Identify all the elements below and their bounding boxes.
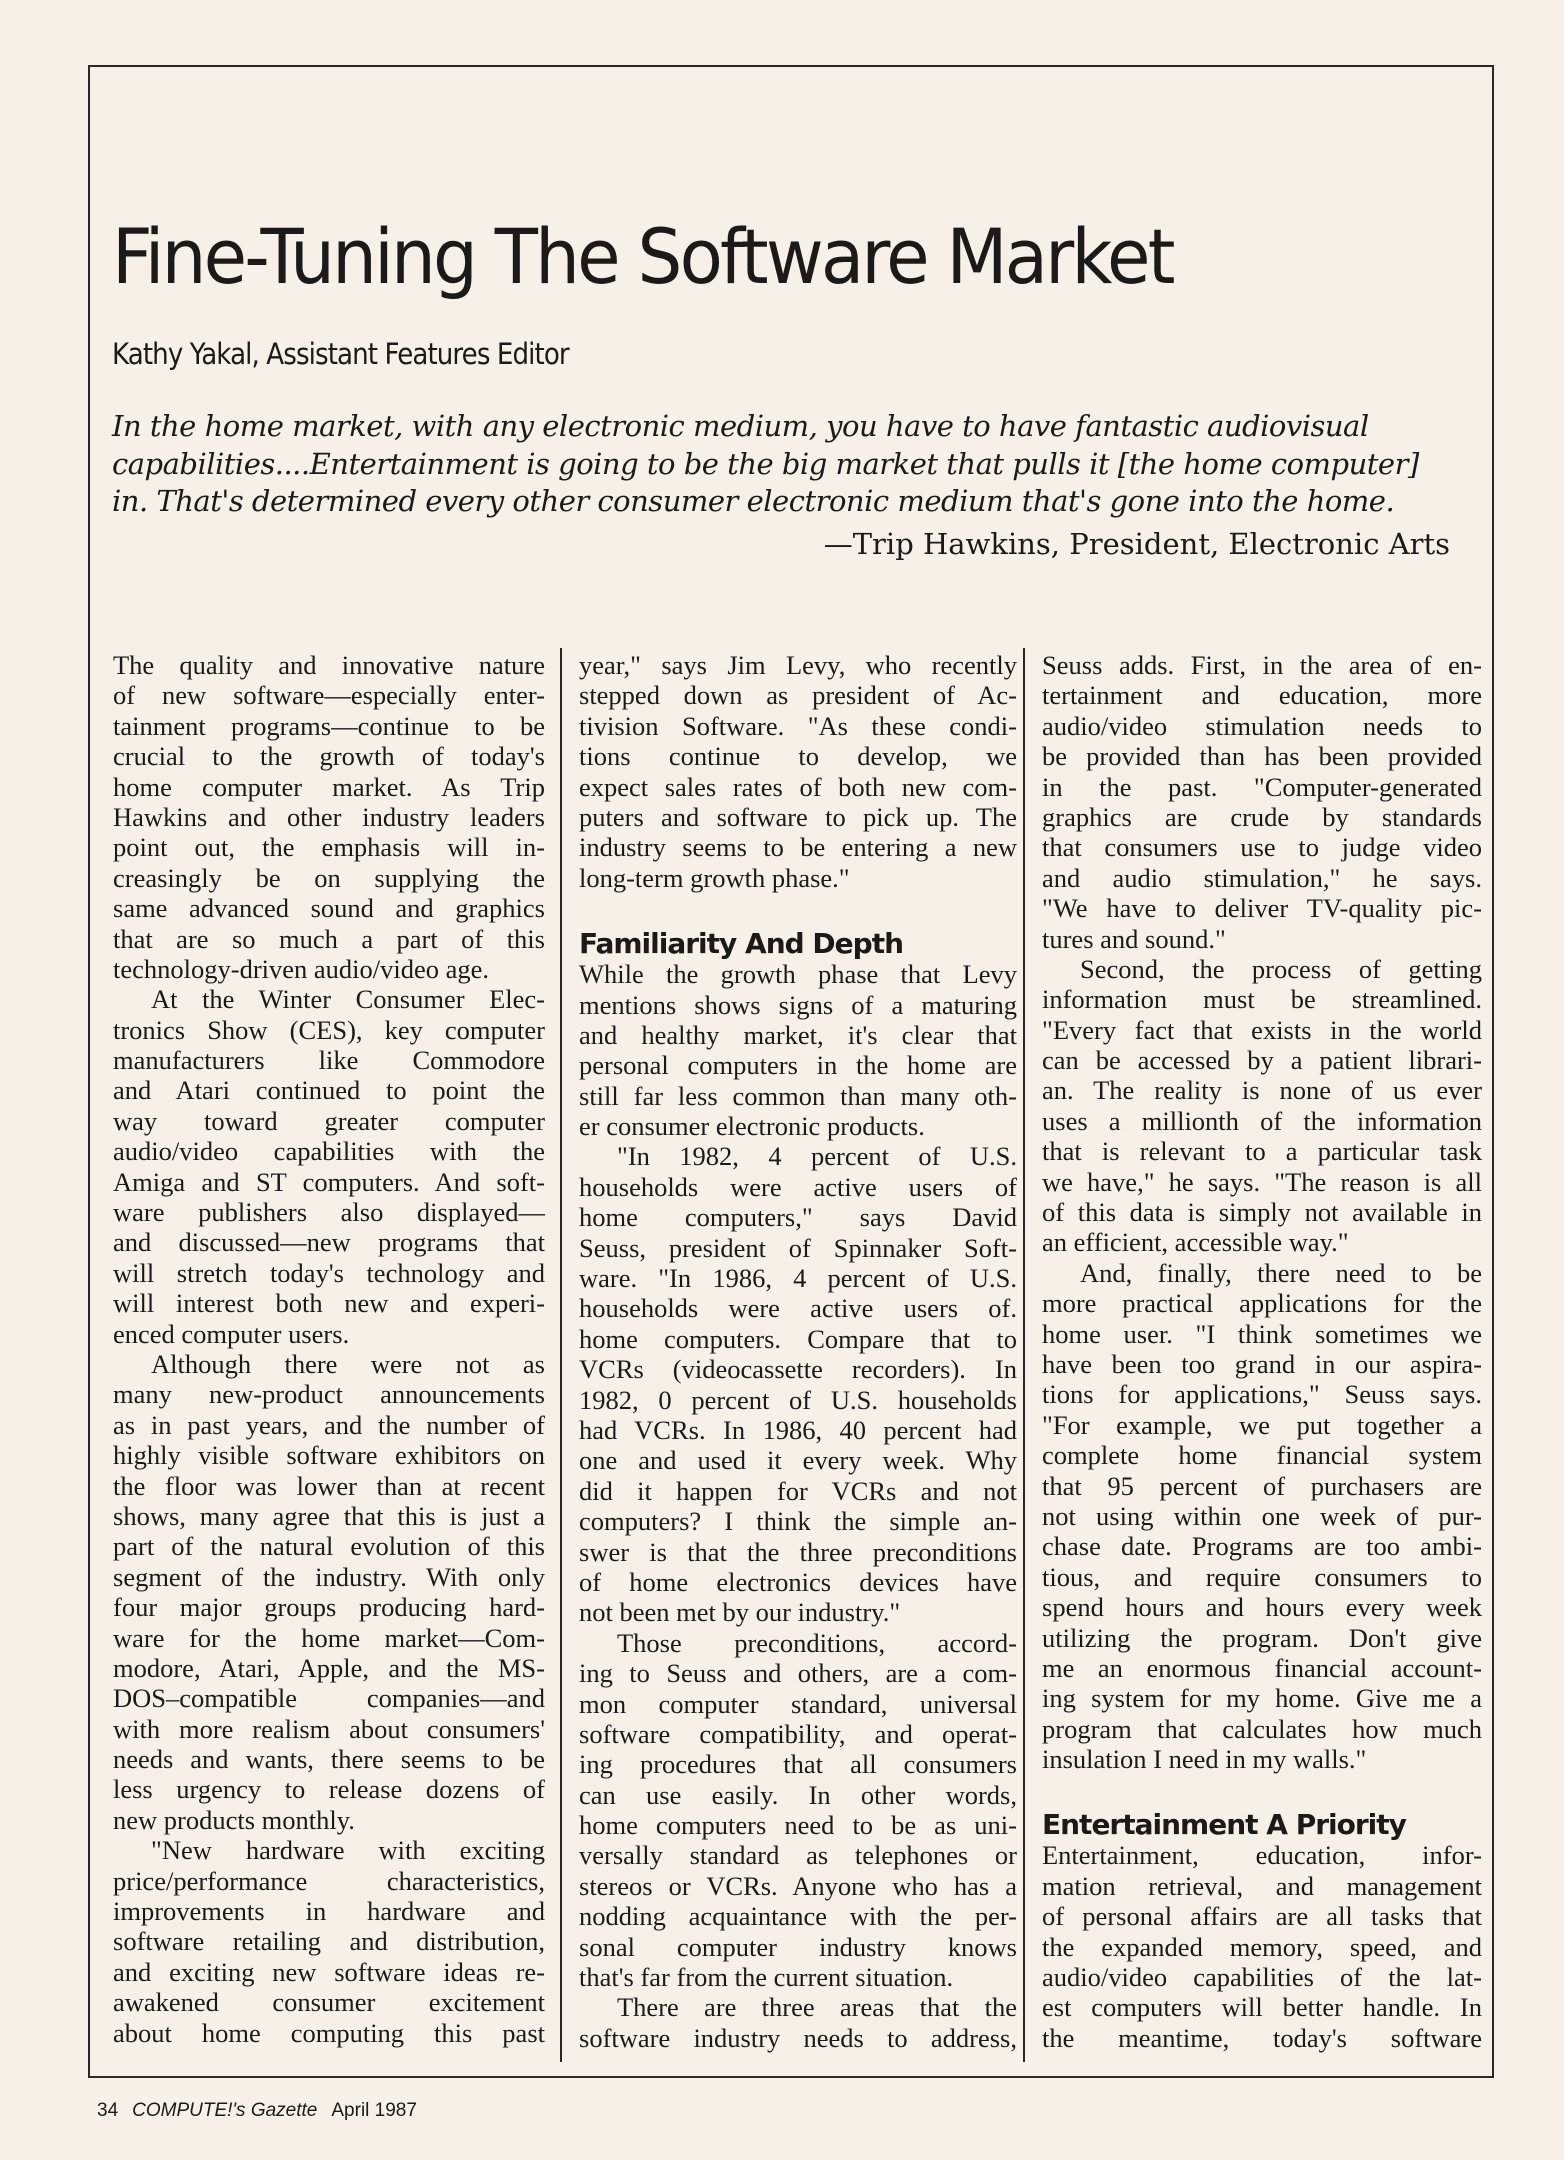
text-line: as in past years, and the number of (113, 1409, 545, 1440)
text-line: that consumers use to judge video (1042, 832, 1482, 863)
text-line: not using within one week of pur- (1042, 1500, 1482, 1531)
text-line: point out, the emphasis will in- (113, 832, 545, 863)
paragraph (579, 1141, 1017, 1627)
text-line: personal computers in the home are (579, 1050, 1017, 1081)
text-line: and discussed—new programs that (113, 1227, 545, 1258)
text-line: mon computer standard, universal (579, 1688, 1017, 1719)
text-line: "In 1982, 4 percent of U.S. (617, 1141, 1017, 1172)
text-line: utilizing the program. Don't give (1042, 1622, 1482, 1653)
text-line: home computers need to be as uni- (579, 1810, 1017, 1841)
text-line: be provided than has been provided (1042, 741, 1482, 772)
text-line: ing procedures that all consumers (579, 1749, 1017, 1780)
text-line: chase date. Programs are too ambi- (1042, 1531, 1482, 1562)
text-line: tivision Software. "As these condi- (579, 710, 1017, 741)
text-line: tainment programs—continue to be (113, 710, 545, 741)
text-line: expect sales rates of both new com- (579, 771, 1017, 802)
article-column-3 (1042, 650, 1482, 2053)
text-line: less urgency to release dozens of (113, 1774, 545, 1805)
text-line: price/performance characteristics, (113, 1865, 545, 1896)
quote-line: In the home market, with any electronic medium, you have to have fantastic audiovisual (112, 409, 1369, 443)
text-line: in the past. "Computer-generated (1042, 771, 1482, 802)
text-line: computers? I think the simple an- (579, 1506, 1017, 1537)
text-line: creasingly be on supplying the (113, 862, 545, 893)
text-line: home user. "I think sometimes we (1042, 1318, 1482, 1349)
text-line: home computer market. As Trip (113, 771, 545, 802)
text-line: Those preconditions, accord- (617, 1627, 1017, 1658)
text-line: one and used it every week. Why (579, 1445, 1017, 1476)
text-line: Hawkins and other industry leaders (113, 801, 545, 832)
text-line: uses a millionth of the information (1042, 1105, 1482, 1136)
text-line: an efficient, accessible way." (1042, 1227, 1349, 1258)
text-line: Entertainment, education, infor- (1042, 1840, 1482, 1871)
text-line: There are three areas that the (617, 1992, 1017, 2023)
text-line: needs and wants, there seems to be (113, 1744, 545, 1775)
text-line: long-term growth phase." (579, 862, 850, 893)
text-line: VCRs (videocassette recorders). In (579, 1354, 1017, 1385)
text-line: nodding acquaintance with the per- (579, 1901, 1017, 1932)
text-line: we have," he says. "The reason is all (1042, 1166, 1482, 1197)
text-line: the expanded memory, speed, and (1042, 1931, 1482, 1962)
text-line: that 95 percent of purchasers are (1042, 1470, 1482, 1501)
text-line: While the growth phase that Levy (579, 959, 1017, 990)
text-line: Seuss, president of Spinnaker Soft- (579, 1232, 1017, 1263)
text-line: and exciting new software ideas re- (113, 1956, 545, 1987)
text-line: stepped down as president of Ac- (579, 680, 1017, 711)
byline: Kathy Yakal, Assistant Features Editor (112, 337, 569, 371)
text-line: improvements in hardware and (113, 1896, 545, 1927)
text-line: about home computing this past (113, 2017, 545, 2048)
text-line: insulation I need in my walls." (1042, 1744, 1367, 1775)
text-line: tronics Show (CES), key computer (113, 1014, 545, 1045)
text-line: that are so much a part of this (113, 923, 545, 954)
text-line: modore, Atari, Apple, and the MS- (113, 1652, 545, 1683)
text-line: shows, many agree that this is just a (113, 1500, 545, 1531)
text-line: software retailing and distribution, (113, 1926, 545, 1957)
paragraph (579, 1628, 1017, 1993)
text-line: software industry needs to address, (579, 2022, 1017, 2053)
text-line: households were active users of (579, 1171, 1017, 1202)
article-title: Fine-Tuning The Software Market (112, 212, 1173, 301)
text-line: ware. "In 1986, 4 percent of U.S. (579, 1263, 1017, 1294)
text-line: And, finally, there need to be (1080, 1257, 1482, 1288)
text-line: tertainment and education, more (1042, 680, 1482, 711)
text-line: part of the natural evolution of this (113, 1531, 545, 1562)
text-line: of personal affairs are all tasks that (1042, 1901, 1482, 1932)
text-line: Seuss adds. First, in the area of en- (1042, 650, 1482, 680)
paragraph (579, 959, 1017, 1141)
text-line: graphics are crude by standards (1042, 801, 1482, 832)
text-line: that's far from the current situation. (579, 1962, 954, 1993)
text-line: tures and sound." (1042, 923, 1226, 954)
text-line: ware for the home market—Com- (113, 1622, 545, 1653)
text-line: mentions shows signs of a maturing (579, 989, 1017, 1020)
text-line: can use easily. In other words, (579, 1779, 1017, 1810)
text-line: spend hours and hours every week (1042, 1592, 1482, 1623)
text-line: highly visible software exhibitors on (113, 1440, 545, 1471)
text-line: audio/video capabilities with the (113, 1136, 545, 1167)
text-line: At the Winter Consumer Elec- (151, 984, 545, 1015)
quote-attribution: —Trip Hawkins, President, Electronic Arts (823, 527, 1450, 561)
text-line: enced computer users. (113, 1318, 350, 1349)
quote-line: in. That's determined every other consumer electronic medium that's gone into the home. (112, 484, 1395, 518)
section-heading: Familiarity And Depth (579, 927, 904, 961)
text-line: will interest both new and experi- (113, 1288, 545, 1319)
text-line: Second, the process of getting (1080, 953, 1482, 984)
text-line: year," says Jim Levy, who recently (579, 650, 1017, 680)
text-line: DOS–compatible companies—and (113, 1683, 545, 1714)
text-line: can be accessed by a patient librari- (1042, 1045, 1482, 1076)
text-line: manufacturers like Commodore (113, 1045, 545, 1076)
text-line: tious, and require consumers to (1042, 1561, 1482, 1592)
text-line: industry seems to be entering a new (579, 832, 1017, 863)
text-line: still far less common than many oth- (579, 1080, 1017, 1111)
text-line: of home electronics devices have (579, 1566, 1017, 1597)
text-line: have been too grand in our aspira- (1042, 1348, 1482, 1379)
text-line: of new software—especially enter- (113, 680, 545, 711)
paragraph (113, 984, 545, 1349)
column-divider (1023, 648, 1025, 2062)
text-line: me an enormous financial account- (1042, 1652, 1482, 1683)
text-line: households were active users of. (579, 1293, 1017, 1324)
text-line: with more realism about consumers' (113, 1713, 545, 1744)
paragraph (579, 1992, 1017, 2053)
paragraph (1042, 954, 1482, 1258)
text-line: tions for applications," Seuss says. (1042, 1379, 1482, 1410)
text-line: awakened consumer excitement (113, 1987, 545, 2018)
text-line: home computers," says David (579, 1202, 1017, 1233)
text-line: same advanced sound and graphics (113, 893, 545, 924)
text-line: ing system for my home. Give me a (1042, 1683, 1482, 1714)
text-line: stereos or VCRs. Anyone who has a (579, 1870, 1017, 1901)
issue-date: April 1987 (331, 2100, 417, 2121)
text-line: mation retrieval, and management (1042, 1870, 1482, 1901)
text-line: an. The reality is none of us ever (1042, 1075, 1482, 1106)
paragraph (113, 1349, 545, 1835)
paragraph (113, 650, 545, 984)
text-line: crucial to the growth of today's (113, 741, 545, 772)
text-line: four major groups producing hard- (113, 1592, 545, 1623)
column-divider (560, 648, 562, 2062)
paragraph (1042, 1840, 1482, 2053)
text-line: audio/video capabilities of the lat- (1042, 1962, 1482, 1993)
paragraph (579, 650, 1017, 893)
section-heading: Entertainment A Priority (1042, 1808, 1406, 1842)
text-line: segment of the industry. With only (113, 1561, 545, 1592)
publication-name: COMPUTE!'s Gazette (132, 2100, 318, 2121)
text-line: complete home financial system (1042, 1440, 1482, 1471)
quote-line: capabilities....Entertainment is going to be the big market that pulls it [the home computer] (112, 446, 1419, 481)
text-line: "We have to deliver TV-quality pic- (1042, 893, 1482, 924)
text-line: and Atari continued to point the (113, 1075, 545, 1106)
text-line: not been met by our industry." (579, 1597, 901, 1628)
text-line: many new-product announcements (113, 1379, 545, 1410)
text-line: est computers will better handle. In (1042, 1992, 1482, 2023)
text-line: the floor was lower than at recent (113, 1470, 545, 1501)
article-column-2 (579, 650, 1017, 2053)
text-line: puters and software to pick up. The (579, 801, 1017, 832)
text-line: audio/video stimulation needs to (1042, 710, 1482, 741)
text-line: had VCRs. In 1986, 40 percent had (579, 1414, 1017, 1445)
text-line: technology-driven audio/video age. (113, 953, 490, 984)
text-line: sonal computer industry knows (579, 1931, 1017, 1962)
text-line: versally standard as telephones or (579, 1840, 1017, 1871)
text-line: ing to Seuss and others, are a com- (579, 1658, 1017, 1689)
text-line: way toward greater computer (113, 1105, 545, 1136)
text-line: did it happen for VCRs and not (579, 1475, 1017, 1506)
text-line: information must be streamlined. (1042, 984, 1482, 1015)
text-line: Amiga and ST computers. And soft- (113, 1166, 545, 1197)
text-line: "Every fact that exists in the world (1042, 1014, 1482, 1045)
article-column-1 (113, 650, 545, 2048)
page-number: 34 (97, 2100, 119, 2121)
text-line: home computers. Compare that to (579, 1323, 1017, 1354)
paragraph (1042, 1258, 1482, 1775)
text-line: software compatibility, and operat- (579, 1718, 1017, 1749)
text-line: swer is that the three preconditions (579, 1536, 1017, 1567)
text-line: that is relevant to a particular task (1042, 1136, 1482, 1167)
text-line: er consumer electronic products. (579, 1111, 925, 1142)
text-line: of this data is simply not available in (1042, 1197, 1482, 1228)
pull-quote (112, 408, 1492, 521)
text-line: the meantime, today's software (1042, 2022, 1482, 2053)
text-line: "For example, we put together a (1042, 1409, 1482, 1440)
text-line: will stretch today's technology and (113, 1257, 545, 1288)
text-line: ware publishers also displayed— (113, 1197, 545, 1228)
text-line: 1982, 0 percent of U.S. households (579, 1384, 1017, 1415)
page-footer (97, 2100, 417, 2122)
text-line: The quality and innovative nature (113, 650, 545, 680)
text-line: new products monthly. (113, 1804, 355, 1835)
paragraph (1042, 650, 1482, 954)
text-line: and audio stimulation," he says. (1042, 862, 1482, 893)
text-line: program that calculates how much (1042, 1713, 1482, 1744)
text-line: and healthy market, it's clear that (579, 1019, 1017, 1050)
text-line: more practical applications for the (1042, 1288, 1482, 1319)
text-line: tions continue to develop, we (579, 741, 1017, 772)
text-line: Although there were not as (151, 1348, 545, 1379)
paragraph (113, 1835, 545, 2048)
text-line: "New hardware with exciting (151, 1835, 545, 1866)
